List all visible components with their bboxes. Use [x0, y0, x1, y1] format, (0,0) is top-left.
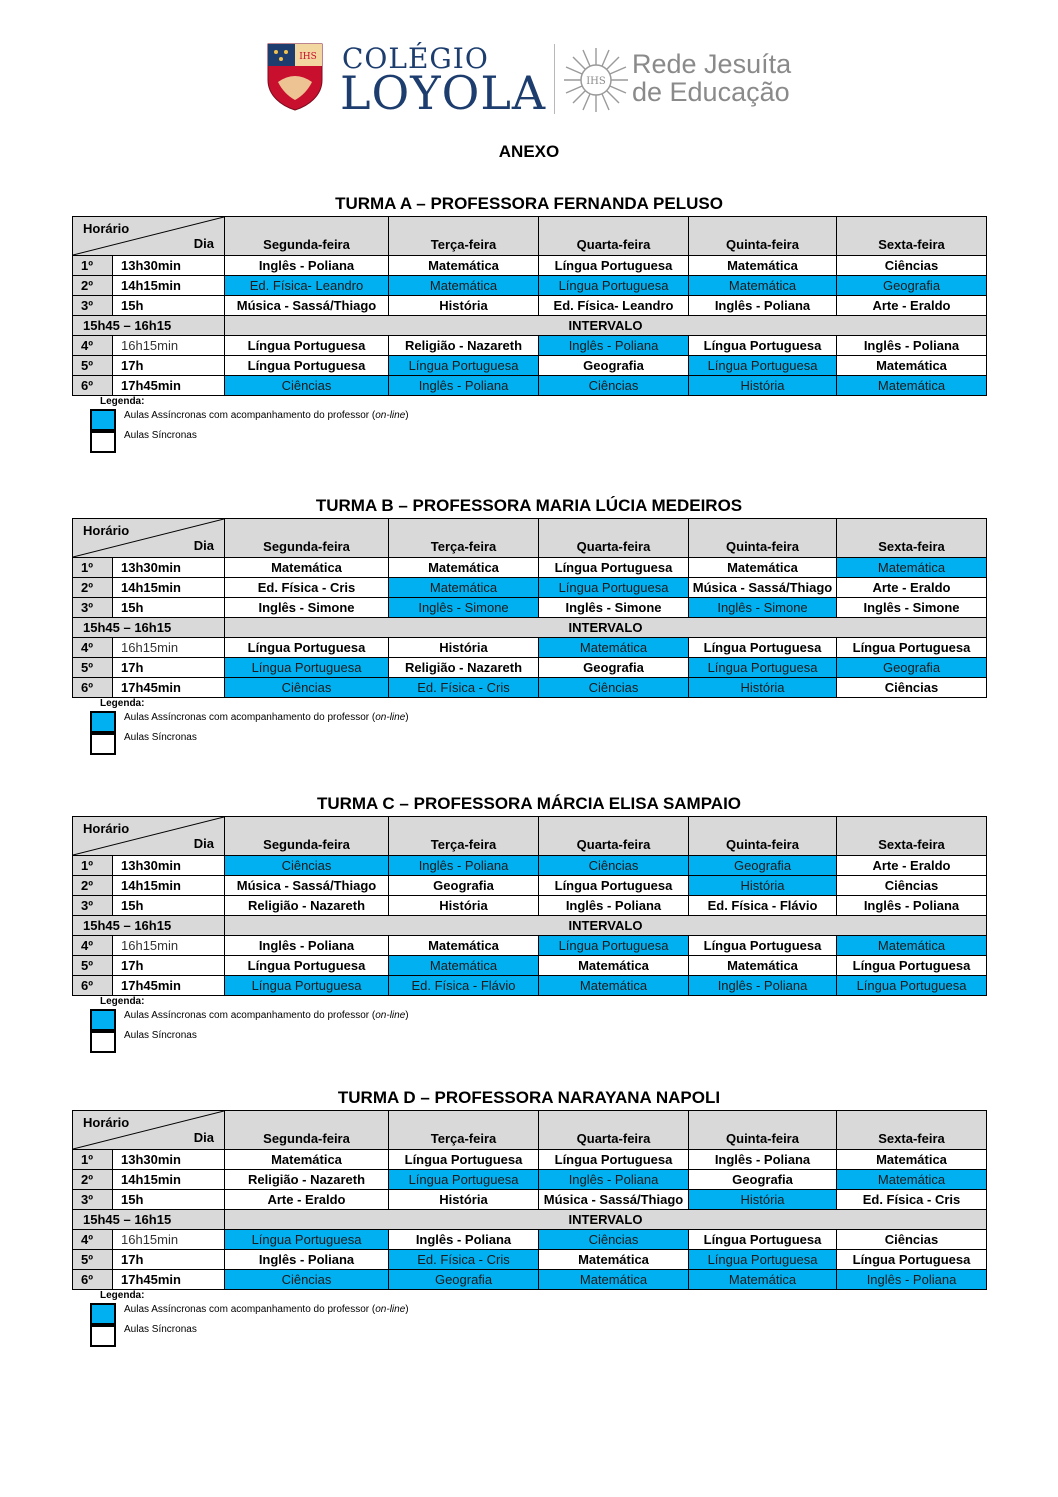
table-row: [73, 678, 987, 698]
class-cell-async: Matemática: [539, 1270, 689, 1290]
horario-label: Horário: [83, 821, 130, 836]
legend: [72, 396, 988, 454]
class-cell-async: Matemática: [539, 976, 689, 996]
corner-cell: [73, 817, 225, 856]
day-header: Sexta-feira: [837, 217, 987, 256]
class-cell-sync: Religião - Nazareth: [389, 658, 539, 678]
table-row: [73, 1190, 987, 1210]
class-cell-sync: Ciências: [837, 256, 987, 276]
class-cell-sync: Língua Portuguesa: [689, 336, 837, 356]
class-cell-async: Ciências: [225, 678, 389, 698]
class-cell-sync: Matemática: [689, 956, 837, 976]
break-label: INTERVALO: [225, 1210, 987, 1230]
class-cell-sync: Língua Portuguesa: [539, 558, 689, 578]
class-cell-sync: Inglês - Poliana: [389, 1230, 539, 1250]
table-row: [73, 956, 987, 976]
class-cell-async: Ciências: [539, 678, 689, 698]
class-cell-async: Geografia: [837, 276, 987, 296]
table-row: [73, 558, 987, 578]
period-time: 17h: [113, 956, 225, 976]
table-row: [73, 1170, 987, 1190]
period-time: 17h45min: [113, 376, 225, 396]
period-number: 5º: [73, 956, 113, 976]
network-name-line1: Rede Jesuíta: [632, 49, 792, 79]
class-cell-async: Língua Portuguesa: [837, 976, 987, 996]
class-cell-sync: Ed. Física- Leandro: [539, 296, 689, 316]
class-cell-sync: Ciências: [837, 876, 987, 896]
day-header: Quarta-feira: [539, 1111, 689, 1150]
legend-sync-text: Aulas Síncronas: [124, 1324, 197, 1335]
period-number: 2º: [73, 578, 113, 598]
annex-title: ANEXO: [498, 142, 560, 161]
day-header: Quarta-feira: [539, 519, 689, 558]
legend-sync-swatch: [90, 1325, 116, 1347]
class-cell-sync: Inglês - Poliana: [225, 1250, 389, 1270]
header-logos: [266, 42, 806, 118]
class-cell-async: Língua Portuguesa: [539, 276, 689, 296]
class-cell-sync: Língua Portuguesa: [225, 956, 389, 976]
break-label: INTERVALO: [225, 618, 987, 638]
class-cell-async: Ed. Física - Cris: [389, 678, 539, 698]
class-cell-async: Ed. Física - Flávio: [389, 976, 539, 996]
class-cell-sync: Matemática: [837, 356, 987, 376]
class-cell-async: Ciências: [225, 856, 389, 876]
legend-async-swatch: [90, 711, 116, 733]
turma-section: [72, 1086, 988, 1348]
brand-divider: [554, 44, 555, 114]
turma-title: TURMA A – PROFESSORA FERNANDA PELUSO: [335, 194, 723, 213]
table-row: [73, 1270, 987, 1290]
class-cell-sync: Ed. Física - Cris: [837, 1190, 987, 1210]
class-cell-async: Matemática: [389, 578, 539, 598]
table-row: [73, 598, 987, 618]
class-cell-async: Matemática: [389, 956, 539, 976]
class-cell-sync: Matemática: [539, 956, 689, 976]
class-cell-sync: Matemática: [689, 256, 837, 276]
day-header: Terça-feira: [389, 1111, 539, 1150]
class-cell-async: Inglês - Poliana: [689, 976, 837, 996]
class-cell-sync: Geografia: [389, 876, 539, 896]
legend-async-swatch: [90, 1303, 116, 1325]
period-number: 3º: [73, 598, 113, 618]
legend: [72, 996, 988, 1054]
class-cell-sync: Geografia: [689, 1170, 837, 1190]
turma-section: [72, 792, 988, 1054]
break-time: 15h45 – 16h15: [73, 316, 225, 336]
class-cell-async: Ed. Física- Leandro: [225, 276, 389, 296]
legend-title: Legenda:: [100, 1290, 145, 1301]
class-cell-sync: Matemática: [389, 936, 539, 956]
horario-label: Horário: [83, 221, 130, 236]
class-cell-sync: Música - Sassá/Thiago: [225, 876, 389, 896]
class-cell-async: Inglês - Simone: [389, 598, 539, 618]
class-cell-sync: Geografia: [539, 658, 689, 678]
class-cell-sync: História: [389, 296, 539, 316]
legend-async-text: Aulas Assíncronas com acompanhamento do professor (on-line): [124, 1304, 409, 1315]
table-row: [73, 976, 987, 996]
class-cell-sync: Música - Sassá/Thiago: [225, 296, 389, 316]
class-cell-sync: Matemática: [389, 256, 539, 276]
network-name-line2: de Educação: [632, 77, 790, 107]
class-cell-sync: Língua Portuguesa: [689, 1230, 837, 1250]
table-row: [73, 1230, 987, 1250]
class-cell-async: Língua Portuguesa: [389, 1170, 539, 1190]
class-cell-async: Língua Portuguesa: [389, 356, 539, 376]
class-cell-async: Inglês - Poliana: [837, 1270, 987, 1290]
table-row: [73, 296, 987, 316]
class-cell-async: Matemática: [689, 1270, 837, 1290]
legend-sync-swatch: [90, 733, 116, 755]
period-time: 13h30min: [113, 558, 225, 578]
class-cell-async: Matemática: [837, 936, 987, 956]
period-time: 16h15min: [113, 336, 225, 356]
period-number: 1º: [73, 256, 113, 276]
class-cell-sync: Língua Portuguesa: [689, 936, 837, 956]
turma-section: [72, 494, 988, 756]
period-time: 17h: [113, 356, 225, 376]
brand-main: LOYOLA: [340, 66, 547, 120]
period-number: 4º: [73, 336, 113, 356]
period-time: 15h: [113, 1190, 225, 1210]
legend-title: Legenda:: [100, 396, 145, 407]
class-cell-async: Matemática: [837, 558, 987, 578]
break-label: INTERVALO: [225, 916, 987, 936]
class-cell-sync: Matemática: [837, 1150, 987, 1170]
period-number: 5º: [73, 356, 113, 376]
break-label: INTERVALO: [225, 316, 987, 336]
class-cell-sync: Inglês - Poliana: [837, 336, 987, 356]
header-row: [73, 817, 987, 856]
class-cell-sync: Inglês - Poliana: [225, 936, 389, 956]
period-number: 1º: [73, 1150, 113, 1170]
period-number: 4º: [73, 638, 113, 658]
class-cell-async: Língua Portuguesa: [689, 356, 837, 376]
class-cell-async: Inglês - Poliana: [539, 336, 689, 356]
class-cell-sync: Língua Portuguesa: [837, 956, 987, 976]
day-header: Segunda-feira: [225, 1111, 389, 1150]
class-cell-sync: Matemática: [225, 1150, 389, 1170]
class-cell-async: Ed. Física - Cris: [389, 1250, 539, 1270]
class-cell-async: Matemática: [837, 1170, 987, 1190]
class-cell-async: Ciências: [539, 856, 689, 876]
turma-title: TURMA C – PROFESSORA MÁRCIA ELISA SAMPAIO: [316, 794, 742, 813]
shield-text: IHS: [299, 52, 317, 62]
turma-title: TURMA B – PROFESSORA MARIA LÚCIA MEDEIROS: [315, 496, 743, 515]
corner-cell: [73, 519, 225, 558]
table-row: [73, 876, 987, 896]
period-time: 15h: [113, 296, 225, 316]
legend-sync-text: Aulas Síncronas: [124, 430, 197, 441]
break-row: [73, 1210, 987, 1230]
horario-label: Horário: [83, 523, 130, 538]
dia-label: Dia: [193, 236, 214, 251]
class-cell-sync: Música - Sassá/Thiago: [689, 578, 837, 598]
class-cell-sync: Inglês - Poliana: [689, 296, 837, 316]
period-number: 4º: [73, 936, 113, 956]
day-header: Segunda-feira: [225, 817, 389, 856]
day-header: Quinta-feira: [689, 817, 837, 856]
class-cell-async: Inglês - Simone: [689, 598, 837, 618]
period-time: 13h30min: [113, 256, 225, 276]
table-row: [73, 336, 987, 356]
period-time: 16h15min: [113, 1230, 225, 1250]
day-header: Sexta-feira: [837, 519, 987, 558]
period-number: 2º: [73, 1170, 113, 1190]
class-cell-async: Língua Portuguesa: [225, 1230, 389, 1250]
period-time: 14h15min: [113, 276, 225, 296]
class-cell-async: Matemática: [837, 376, 987, 396]
class-cell-async: História: [689, 1190, 837, 1210]
class-cell-async: Matemática: [689, 276, 837, 296]
period-time: 17h45min: [113, 1270, 225, 1290]
class-cell-async: Geografia: [689, 856, 837, 876]
class-cell-sync: Inglês - Simone: [837, 598, 987, 618]
class-cell-sync: Língua Portuguesa: [539, 1150, 689, 1170]
table-row: [73, 1150, 987, 1170]
class-cell-async: Inglês - Poliana: [539, 1170, 689, 1190]
class-cell-sync: Ciências: [837, 678, 987, 698]
header-row: [73, 1111, 987, 1150]
period-number: 2º: [73, 276, 113, 296]
class-cell-async: História: [689, 678, 837, 698]
table-row: [73, 638, 987, 658]
class-cell-sync: Arte - Eraldo: [837, 578, 987, 598]
class-cell-sync: Língua Portuguesa: [225, 336, 389, 356]
period-number: 3º: [73, 296, 113, 316]
table-row: [73, 256, 987, 276]
class-cell-async: Ciências: [225, 1270, 389, 1290]
class-cell-sync: Língua Portuguesa: [539, 876, 689, 896]
break-row: [73, 916, 987, 936]
day-header: Segunda-feira: [225, 217, 389, 256]
day-header: Quinta-feira: [689, 217, 837, 256]
day-header: Terça-feira: [389, 519, 539, 558]
class-cell-async: Língua Portuguesa: [225, 976, 389, 996]
day-header: Quinta-feira: [689, 1111, 837, 1150]
period-time: 17h45min: [113, 678, 225, 698]
dia-label: Dia: [193, 836, 214, 851]
period-number: 1º: [73, 856, 113, 876]
class-cell-async: Matemática: [539, 638, 689, 658]
period-number: 5º: [73, 658, 113, 678]
table-row: [73, 356, 987, 376]
class-cell-sync: Arte - Eraldo: [837, 856, 987, 876]
class-cell-async: Matemática: [389, 276, 539, 296]
class-cell-async: História: [689, 876, 837, 896]
break-time: 15h45 – 16h15: [73, 916, 225, 936]
class-cell-sync: Música - Sassá/Thiago: [539, 1190, 689, 1210]
schedule-table: [72, 816, 987, 996]
class-cell-async: Geografia: [389, 1270, 539, 1290]
day-header: Quarta-feira: [539, 217, 689, 256]
day-header: Segunda-feira: [225, 519, 389, 558]
class-cell-sync: Inglês - Poliana: [225, 256, 389, 276]
period-number: 2º: [73, 876, 113, 896]
corner-cell: [73, 1111, 225, 1150]
day-header: Sexta-feira: [837, 817, 987, 856]
period-time: 13h30min: [113, 856, 225, 876]
class-cell-sync: Inglês - Poliana: [837, 896, 987, 916]
horario-label: Horário: [83, 1115, 130, 1130]
class-cell-sync: Matemática: [689, 558, 837, 578]
class-cell-async: Ciências: [539, 376, 689, 396]
legend-title: Legenda:: [100, 996, 145, 1007]
colegio-loyola-shield-icon: [266, 42, 324, 112]
class-cell-sync: Matemática: [225, 558, 389, 578]
class-cell-async: Geografia: [837, 658, 987, 678]
class-cell-sync: Inglês - Simone: [539, 598, 689, 618]
period-number: 3º: [73, 896, 113, 916]
schedule-table: [72, 1110, 987, 1290]
class-cell-async: Inglês - Poliana: [389, 376, 539, 396]
period-number: 5º: [73, 1250, 113, 1270]
class-cell-async: Inglês - Poliana: [389, 856, 539, 876]
class-cell-sync: Língua Portuguesa: [837, 638, 987, 658]
legend-title: Legenda:: [100, 698, 145, 709]
class-cell-async: Língua Portuguesa: [689, 1250, 837, 1270]
class-cell-async: Língua Portuguesa: [225, 658, 389, 678]
period-number: 6º: [73, 678, 113, 698]
period-number: 4º: [73, 1230, 113, 1250]
table-row: [73, 376, 987, 396]
period-number: 6º: [73, 376, 113, 396]
period-time: 16h15min: [113, 936, 225, 956]
turma-section: [72, 192, 988, 454]
table-row: [73, 1250, 987, 1270]
break-time: 15h45 – 16h15: [73, 1210, 225, 1230]
day-header: Quinta-feira: [689, 519, 837, 558]
class-cell-sync: História: [389, 638, 539, 658]
period-number: 1º: [73, 558, 113, 578]
corner-cell: [73, 217, 225, 256]
turma-title: TURMA D – PROFESSORA NARAYANA NAPOLI: [337, 1088, 721, 1107]
class-cell-sync: Religião - Nazareth: [225, 1170, 389, 1190]
legend-async-text: Aulas Assíncronas com acompanhamento do professor (on-line): [124, 712, 409, 723]
class-cell-sync: Língua Portuguesa: [389, 1150, 539, 1170]
legend-async-swatch: [90, 1009, 116, 1031]
class-cell-sync: História: [389, 1190, 539, 1210]
legend-async-text: Aulas Assíncronas com acompanhamento do professor (on-line): [124, 1010, 409, 1021]
class-cell-sync: Língua Portuguesa: [539, 256, 689, 276]
schedule-table: [72, 216, 987, 396]
header-row: [73, 519, 987, 558]
period-time: 15h: [113, 598, 225, 618]
class-cell-async: Ciências: [539, 1230, 689, 1250]
day-header: Terça-feira: [389, 217, 539, 256]
break-time: 15h45 – 16h15: [73, 618, 225, 638]
class-cell-sync: Inglês - Poliana: [539, 896, 689, 916]
class-cell-async: Ciências: [225, 376, 389, 396]
class-cell-sync: Religião - Nazareth: [389, 336, 539, 356]
class-cell-sync: Inglês - Poliana: [689, 1150, 837, 1170]
legend: [72, 1290, 988, 1348]
legend-sync-swatch: [90, 1031, 116, 1053]
class-cell-sync: Inglês - Simone: [225, 598, 389, 618]
day-header: Sexta-feira: [837, 1111, 987, 1150]
dia-label: Dia: [193, 538, 214, 553]
brand-top: COLÉGIO: [342, 42, 489, 75]
header-row: [73, 217, 987, 256]
period-time: 14h15min: [113, 578, 225, 598]
class-cell-sync: Língua Portuguesa: [225, 356, 389, 376]
period-time: 17h45min: [113, 976, 225, 996]
table-row: [73, 658, 987, 678]
class-cell-sync: Matemática: [539, 1250, 689, 1270]
day-header: Quarta-feira: [539, 817, 689, 856]
period-time: 17h: [113, 1250, 225, 1270]
class-cell-sync: Matemática: [389, 558, 539, 578]
class-cell-sync: Religião - Nazareth: [225, 896, 389, 916]
period-number: 6º: [73, 1270, 113, 1290]
class-cell-sync: Língua Portuguesa: [837, 1250, 987, 1270]
period-number: 3º: [73, 1190, 113, 1210]
period-time: 17h: [113, 658, 225, 678]
legend: [72, 698, 988, 756]
table-row: [73, 856, 987, 876]
class-cell-sync: Geografia: [539, 356, 689, 376]
period-time: 16h15min: [113, 638, 225, 658]
table-row: [73, 578, 987, 598]
rede-jesuita-sun-icon: [562, 46, 630, 114]
class-cell-sync: Ciências: [837, 1230, 987, 1250]
break-row: [73, 618, 987, 638]
table-row: [73, 276, 987, 296]
dia-label: Dia: [193, 1130, 214, 1145]
break-row: [73, 316, 987, 336]
schedule-table: [72, 518, 987, 698]
table-row: [73, 896, 987, 916]
sun-text: IHS: [586, 76, 606, 87]
class-cell-async: Língua Portuguesa: [539, 936, 689, 956]
legend-async-swatch: [90, 409, 116, 431]
period-time: 14h15min: [113, 876, 225, 896]
period-time: 15h: [113, 896, 225, 916]
class-cell-sync: Arte - Eraldo: [225, 1190, 389, 1210]
class-cell-sync: Arte - Eraldo: [837, 296, 987, 316]
class-cell-sync: Língua Portuguesa: [225, 638, 389, 658]
period-time: 13h30min: [113, 1150, 225, 1170]
class-cell-async: História: [689, 376, 837, 396]
class-cell-async: Língua Portuguesa: [689, 658, 837, 678]
legend-sync-text: Aulas Síncronas: [124, 732, 197, 743]
legend-sync-swatch: [90, 431, 116, 453]
legend-sync-text: Aulas Síncronas: [124, 1030, 197, 1041]
legend-async-text: Aulas Assíncronas com acompanhamento do professor (on-line): [124, 410, 409, 421]
class-cell-sync: Ed. Física - Cris: [225, 578, 389, 598]
period-time: 14h15min: [113, 1170, 225, 1190]
class-cell-sync: Língua Portuguesa: [689, 638, 837, 658]
period-number: 6º: [73, 976, 113, 996]
table-row: [73, 936, 987, 956]
class-cell-async: Língua Portuguesa: [539, 578, 689, 598]
day-header: Terça-feira: [389, 817, 539, 856]
class-cell-sync: Ed. Física - Flávio: [689, 896, 837, 916]
class-cell-sync: História: [389, 896, 539, 916]
